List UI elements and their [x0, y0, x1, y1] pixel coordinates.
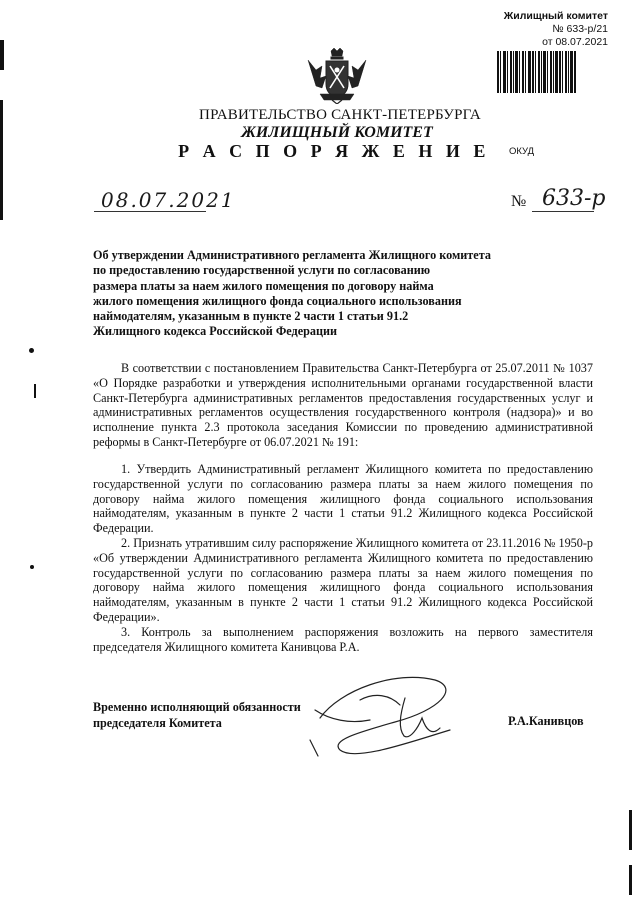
stamp-organization: Жилищный комитет [503, 10, 608, 22]
signatory-position-line: Временно исполняющий обязанности [93, 700, 301, 714]
scan-edge-mark [629, 810, 632, 850]
committee-name: ЖИЛИЩНЫЙ КОМИТЕТ [241, 124, 433, 141]
title-line: Об утверждении Административного регламента Жилищного комитета [93, 248, 491, 262]
signatory-name: Р.А.Канивцов [508, 714, 584, 728]
document-title [93, 248, 533, 340]
title-line: по предоставлению государственной услуги по согласованию [93, 263, 431, 278]
preamble-paragraph: В соответствии с постановлением Правительства Санкт-Петербурга от 25.07.2011 № 1037 «О Порядке разработки и утверждения исполнительными органами государственной власти Санкт-Петербурга административных регламентов предоставления государственных услуг и административных регламентов осуществления государственного контроля (надзора)» и во исполнение пункта 2.3 протокола заседания Комиссии по проведению административной реформы в Санкт-Петербурге от 06.07.2021 № 191: [93, 361, 593, 449]
stamp-number: № 633-р/21 [552, 23, 608, 35]
signatory-position-line: председателя Комитета [93, 716, 222, 730]
handwritten-signature [300, 670, 475, 760]
scan-edge-mark [0, 100, 3, 220]
signatory-position [93, 699, 301, 731]
coat-of-arms-icon [302, 48, 372, 104]
stamp-date: от 08.07.2021 [542, 36, 608, 48]
order-item-2: 2. Признать утратившим силу распоряжение Жилищного комитета от 23.11.2016 № 1950-р «Об утверждении Административного регламента Жилищного комитета по предоставлению государственной услуги по согласованию размера платы за наем жилого помещения по договору найма жилого помещения жилищного фонда социального использования наймодателям, указанным в пункте 2 части 1 статьи 91.2 Жилищного кодекса Российской Федерации». [93, 535, 593, 624]
registration-stamp [478, 10, 608, 49]
scan-edge-mark [0, 40, 4, 70]
order-item-1: 1. Утвердить Административный регламент Жилищного комитета по предоставлению государственной услуги по согласованию размера платы за наем жилого помещения по договору найма жилого помещения жилищного фонда социального использования наймодателям, указанным в пункте 2 части 1 статьи 91.2 Жилищного кодекса Российской Федерации. [93, 462, 593, 536]
number-prefix: № [511, 193, 527, 210]
title-line: Жилищного кодекса Российской Федерации [93, 324, 338, 339]
title-line: жилого помещения жилищного фонда социального использования [93, 293, 462, 308]
government-name: ПРАВИТЕЛЬСТВО САНКТ-ПЕТЕРБУРГА [199, 107, 481, 123]
title-line: размера платы за наем жилого помещения по договору найма [93, 278, 434, 293]
scan-dot [30, 565, 34, 569]
barcode [497, 51, 577, 93]
order-item-3: 3. Контроль за выполнением распоряжения возложить на первого заместителя председателя Жилищного комитета Канивцова Р.А. [93, 624, 593, 654]
handwritten-number: 633-р [542, 186, 606, 211]
number-underline [532, 211, 594, 212]
handwritten-date: 08.07.2021 [101, 188, 236, 212]
date-underline [94, 211, 206, 212]
scan-dot [29, 348, 34, 353]
document-type: Р А С П О Р Я Ж Е Н И Е [178, 141, 490, 161]
title-line: наймодателям, указанным в пункте 2 части 1 статьи 91.2 [93, 309, 409, 324]
scan-edge-mark [629, 865, 632, 895]
scan-dot [34, 384, 36, 398]
order-items [93, 462, 593, 654]
okud-label: ОКУД [509, 146, 535, 157]
